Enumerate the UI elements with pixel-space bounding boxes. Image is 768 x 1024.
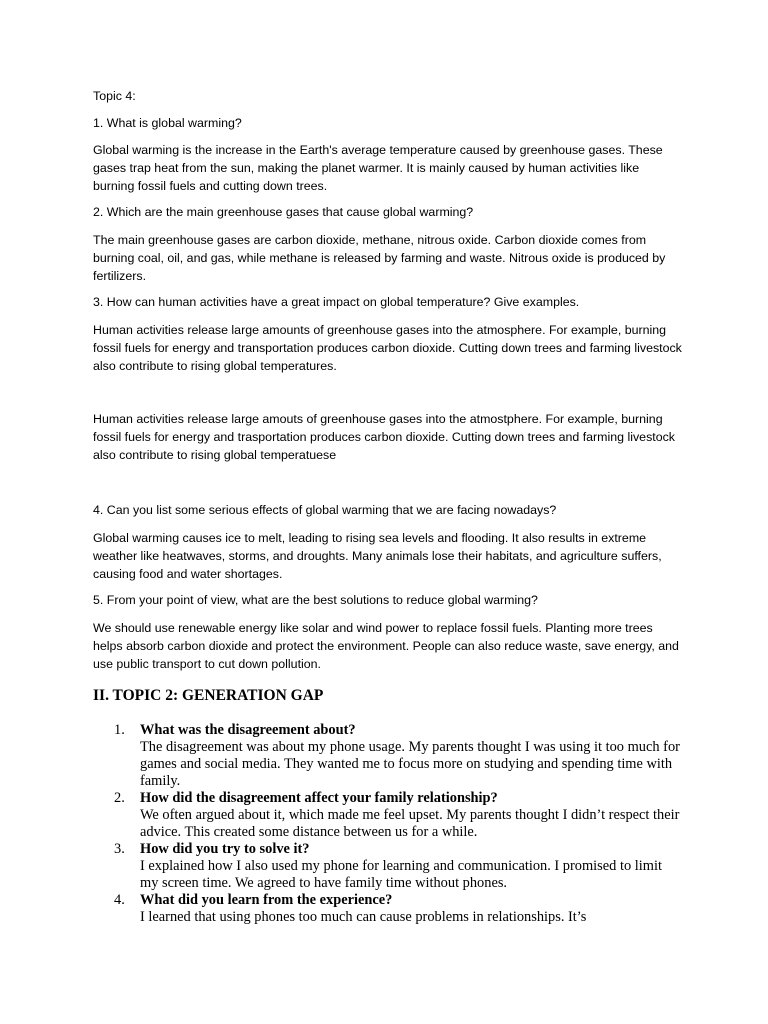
question-5: 5. From your point of view, what are the best solutions to reduce global warming? xyxy=(93,593,538,607)
topic4-title: Topic 4: xyxy=(93,89,136,103)
list-item xyxy=(93,722,683,790)
list-item xyxy=(93,790,683,841)
answer-5: We should use renewable energy like solar and wind power to replace fossil fuels. Planting more trees helps absorb carbon dioxide and protect the environment. People can also reduce waste, save energy, and use public transport to cut down pollution. xyxy=(93,621,679,671)
list-number: 1. xyxy=(114,722,125,738)
answer-1: Global warming is the increase in the Earth's average temperature caused by greenhouse gases. These gases trap heat from the sun, making the planet warmer. It is mainly caused by human activities like burning fossil fuels and cutting down trees. xyxy=(93,143,663,193)
list-question: What was the disagreement about? xyxy=(140,722,356,738)
question-1: 1. What is global warming? xyxy=(93,116,242,130)
question-3: 3. How can human activities have a great impact on global temperature? Give examples. xyxy=(93,295,580,309)
list-question: How did you try to solve it? xyxy=(140,841,310,857)
list-number: 3. xyxy=(114,841,125,857)
list-answer: We often argued about it, which made me feel upset. My parents thought I didn’t respect their advice. This created some distance between us for a while. xyxy=(140,807,680,840)
list-answer: I learned that using phones too much can cause problems in relationships. It’s xyxy=(140,909,587,925)
list-question: How did the disagreement affect your family relationship? xyxy=(140,790,498,806)
answer-3: Human activities release large amounts of greenhouse gases into the atmosphere. For example, burning fossil fuels for energy and transportation produces carbon dioxide. Cutting down trees and farming livestock also contribute to rising global temperatures. xyxy=(93,323,682,373)
list-item xyxy=(93,892,683,926)
list-answer: I explained how I also used my phone for learning and communication. I promised to limit my screen time. We agreed to have family time without phones. xyxy=(140,858,662,891)
answer-2: The main greenhouse gases are carbon dioxide, methane, nitrous oxide. Carbon dioxide comes from burning coal, oil, and gas, while methane is released by farming and waste. Nitrous oxide is produced by fertilizers. xyxy=(93,233,666,283)
list-number: 4. xyxy=(114,892,125,908)
question-2: 2. Which are the main greenhouse gases that cause global warming? xyxy=(93,205,474,219)
section-heading: II. TOPIC 2: GENERATION GAP xyxy=(93,687,324,704)
list-question: What did you learn from the experience? xyxy=(140,892,393,908)
list-item xyxy=(93,841,683,892)
answer-4: Global warming causes ice to melt, leading to rising sea levels and flooding. It also results in extreme weather like heatwaves, storms, and droughts. Many animals lose their habitats, and agriculture suffers, causing food and water shortages. xyxy=(93,531,662,581)
generation-gap-list xyxy=(93,722,683,926)
list-number: 2. xyxy=(114,790,125,806)
list-answer: The disagreement was about my phone usage. My parents thought I was using it too much for games and social media. They wanted me to focus more on studying and spending time with family. xyxy=(140,739,680,789)
question-4: 4. Can you list some serious effects of global warming that we are facing nowadays? xyxy=(93,503,557,517)
answer-3-draft: Human activities release large amouts of greenhouse gases into the atmostphere. For example, burning fossil fuels for energy and trasportation produces carbon dioxide. Cutting down trees and farming livestock also contribute to rising global temperatuese xyxy=(93,412,675,462)
